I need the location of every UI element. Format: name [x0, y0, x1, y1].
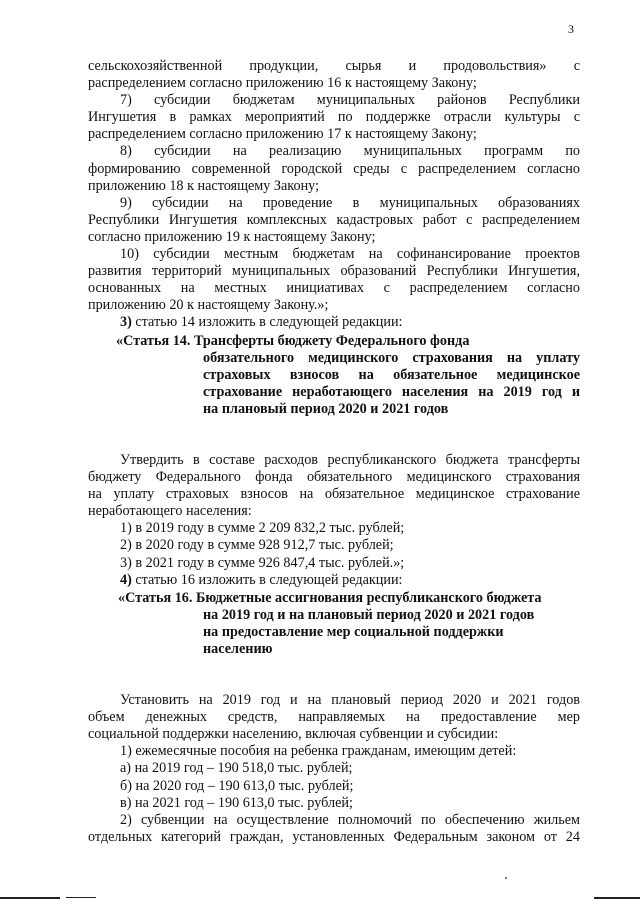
paragraph-line: формированию современной городской среды с распределением согласно [88, 160, 580, 177]
scan-speck [505, 877, 507, 879]
paragraph-line: неработающего населения: [88, 503, 252, 520]
item-number: 4) [120, 571, 132, 588]
article-16-heading [88, 590, 580, 658]
list-item: в) на 2021 год – 190 613,0 тыс. рублей; [120, 794, 353, 811]
paragraph-line: отдельных категорий граждан, установленных Федеральным законом от 24 [88, 828, 580, 845]
paragraph-line: 10) субсидии местным бюджетам на софинансирование проектов [120, 246, 580, 263]
paragraph-line: на уплату страховых взносов на обязательное медицинское страхование [88, 486, 580, 503]
paragraph-line: распределением согласно приложению 16 к настоящему Закону; [88, 75, 477, 92]
footer-rule [66, 897, 96, 898]
footer-rule [594, 897, 640, 899]
paragraph-line: развития территорий муниципальных образований Республики Ингушетия, [88, 263, 580, 280]
amendment-item-3 [88, 314, 580, 331]
paragraph-line: Установить на 2019 год и на плановый период 2020 и 2021 годов [120, 692, 580, 709]
paragraph-line: социальной поддержки населению, включая субвенции и субсидии: [88, 726, 499, 743]
paragraph-line: распределением согласно приложению 17 к настоящему Закону; [88, 126, 477, 143]
list-item: 1) в 2019 году в сумме 2 209 832,2 тыс. рублей; [120, 520, 405, 537]
list-item: 2) в 2020 году в сумме 928 912,7 тыс. рублей; [120, 537, 394, 554]
list-item: 1) ежемесячные пособия на ребенка гражданам, имеющим детей: [120, 743, 517, 760]
paragraph-line: согласно приложению 19 к настоящему Закону; [88, 228, 376, 245]
paragraph-line: 2) субвенции на осуществление полномочий по обеспечению жильем [120, 811, 580, 828]
list-item: 3) в 2021 году в сумме 926 847,4 тыс. рублей.»; [120, 554, 405, 571]
article-title-line: страхование неработающего населения на 2019 год и [203, 383, 580, 400]
article-title-line: страховых взносов на обязательное медицинское [203, 366, 580, 383]
document-body [88, 58, 580, 846]
footer-rule [0, 897, 60, 899]
paragraph-line: объем денежных средств, направляемых на предоставление мер [88, 709, 580, 726]
page-number: 3 [568, 22, 574, 36]
list-item: а) на 2019 год – 190 518,0 тыс. рублей; [120, 760, 353, 777]
article-title-line: «Статья 14. Трансферты бюджету Федерального фонда [116, 332, 470, 349]
paragraph-line: сельскохозяйственной продукции, сырья и продовольствия» с [88, 58, 580, 74]
item-text: статью 16 изложить в следующей редакции: [131, 571, 403, 588]
paragraph-line: 9) субсидии на проведение в муниципальных образованиях [120, 194, 580, 211]
article-title-line: на предоставление мер социальной поддержки [203, 623, 504, 640]
article-title-line: на 2019 год и на плановый период 2020 и 2021 годов [203, 606, 535, 623]
article-title-line: на плановый период 2020 и 2021 годов [203, 400, 449, 417]
item-number: 3) [120, 314, 132, 331]
article-title-line: населению [203, 641, 273, 657]
paragraph-line: Республики Ингушетия комплексных кадастровых работ с распределением [88, 211, 580, 228]
article-14-heading [88, 333, 580, 418]
paragraph-line: приложению 18 к настоящему Закону; [88, 177, 320, 194]
paragraph-line: 8) субсидии на реализацию муниципальных программ по [120, 143, 580, 160]
amendment-item-4 [88, 572, 580, 589]
article-title-line: «Статья 16. Бюджетные ассигнования республиканского бюджета [118, 589, 542, 606]
paragraph-line: 7) субсидии бюджетам муниципальных районов Республики [120, 92, 580, 109]
paragraph-line: основанных на местных инициативах с распределением согласно [88, 280, 580, 297]
paragraph-line: Ингушетия в рамках мероприятий по поддержке отрасли культуры с [88, 109, 580, 126]
list-item: б) на 2020 год – 190 613,0 тыс. рублей; [120, 777, 354, 794]
paragraph-line: бюджету Федерального фонда обязательного медицинского страхования [88, 469, 580, 486]
paragraph-line: Утвердить в составе расходов республиканского бюджета трансферты [120, 451, 580, 468]
item-text: статью 14 изложить в следующей редакции: [131, 314, 403, 331]
article-title-line: обязательного медицинского страхования на уплату [203, 349, 580, 366]
paragraph-line: приложению 20 к настоящему Закону.»; [88, 297, 329, 314]
